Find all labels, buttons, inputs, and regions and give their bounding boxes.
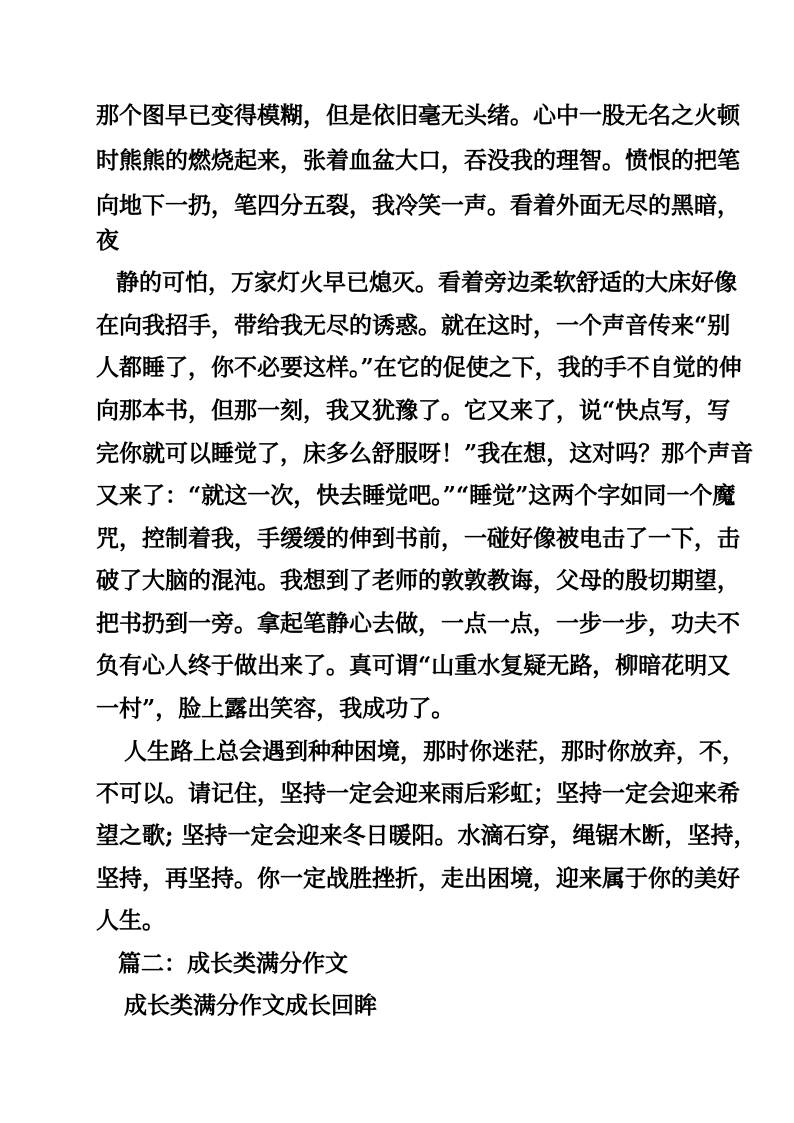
paragraph-line: 完你就可以睡觉了，床多么舒服呀！”我在想，这对吗？那个声音 [96, 440, 754, 467]
paragraph-line: 静的可怕，万家灯火早已熄灭。看着旁边柔软舒适的大床好像 [116, 269, 737, 296]
paragraph-line: 把书扔到一旁。拿起笔静心去做，一点一点，一步一步，功夫不 [96, 610, 740, 637]
paragraph-line: 人生路上总会遇到种种困境，那时你迷茫，那时你放弃，不， [124, 738, 745, 765]
paragraph-line: 向地下一扔，笔四分五裂，我冷笑一声。看着外面无尽的黑暗， [96, 192, 740, 219]
paragraph-line: 不可以。请记住，坚持一定会迎来雨后彩虹；坚持一定会迎来希 [96, 780, 740, 807]
paragraph-line: 夜 [96, 227, 119, 254]
essay-title: 成长类满分作文成长回眸 [124, 992, 377, 1019]
paragraph-line: 一村”，脸上露出笑容，我成功了。 [96, 695, 455, 722]
paragraph-line: 又来了：“就这一次，快去睡觉吧。”“睡觉”这两个字如同一个魔 [96, 482, 736, 509]
paragraph-line: 在向我招手，带给我无尽的诱惑。就在这时，一个声音传来“别 [96, 312, 731, 339]
paragraph-line: 望之歌; 坚持一定会迎来冬日暖阳。水滴石穿，绳锯木断，坚持， [96, 822, 757, 849]
paragraph-line: 人都睡了，你不必要这样。”在它的促使之下，我的手不自觉的伸 [96, 354, 742, 381]
paragraph-line: 破了大脑的混沌。我想到了老师的敦敦教诲，父母的殷切期望， [96, 567, 740, 594]
paragraph-line: 向那本书，但那一刻，我又犹豫了。它又来了，说“快点写，写 [96, 397, 731, 424]
paragraph-line: 坚持，再坚持。你一定战胜挫折，走出困境，迎来属于你的美好 [96, 865, 740, 892]
section-heading: 篇二：成长类满分作文 [118, 950, 348, 977]
paragraph-line: 时熊熊的燃烧起来，张着血盆大口，吞没我的理智。愤恨的把笔 [96, 147, 740, 174]
paragraph-line: 那个图早已变得模糊，但是依旧毫无头绪。心中一股无名之火顿 [96, 102, 740, 129]
paragraph-line: 人生。 [96, 907, 165, 934]
paragraph-line: 咒，控制着我，手缓缓的伸到书前，一碰好像被电击了一下，击 [96, 525, 740, 552]
paragraph-line: 负有心人终于做出来了。真可谓“山重水复疑无路，柳暗花明又 [96, 652, 731, 679]
